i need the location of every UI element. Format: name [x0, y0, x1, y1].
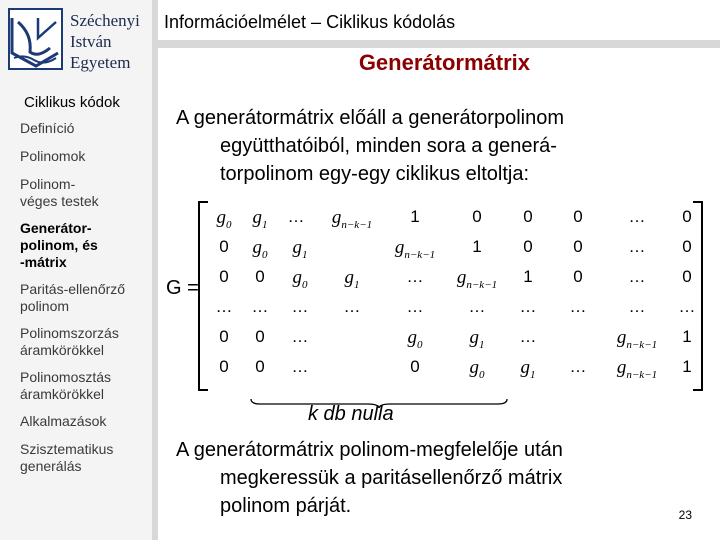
matrix-cell: $g_{n-k-1}$: [616, 327, 658, 351]
matrix-cell: $g_0$: [469, 357, 485, 381]
matrix-cell: $g_{n-k-1}$: [456, 267, 498, 291]
matrix-cell: 0: [219, 267, 229, 286]
sidebar-item-polinom-veges-testek[interactable]: Polinom- véges testek: [20, 176, 99, 209]
matrix-cell: $g_{n-k-1}$: [616, 357, 658, 381]
matrix-cell: 0: [523, 207, 533, 226]
matrix-cell: 0: [573, 267, 583, 286]
matrix-cell: …: [406, 297, 424, 316]
sidebar: [0, 0, 152, 540]
matrix-cell: 0: [682, 237, 692, 256]
sidebar-item-definicio[interactable]: Definíció: [20, 120, 75, 136]
matrix-cell: 1: [682, 357, 692, 376]
university-name-line3: Egyetem: [70, 53, 131, 72]
sidebar-item-polinomszorzas[interactable]: Polinomszorzás áramkörökkel: [20, 325, 119, 358]
matrix-cell: $g_1$: [344, 267, 360, 291]
sidebar-item-generatorpolinom[interactable]: Generátor- polinom, és -mátrix: [20, 220, 98, 270]
matrix-cell: 1: [472, 237, 482, 256]
matrix-cell: …: [291, 297, 309, 316]
sidebar-title: Ciklikus kódok: [24, 94, 120, 111]
sidebar-item-szisztematikus[interactable]: Szisztematikus generálás: [20, 441, 114, 474]
conclusion-line-3: polinom párját.: [220, 495, 352, 517]
matrix-cell: 0: [219, 237, 229, 256]
matrix-cell: 1: [682, 327, 692, 346]
slide-title: Generátormátrix: [358, 50, 530, 75]
matrix-cell: …: [287, 207, 305, 226]
matrix-cell: 1: [523, 267, 533, 286]
matrix-cell: …: [291, 327, 309, 346]
university-name-line1: Széchenyi: [70, 11, 140, 30]
matrix-cell: 0: [682, 267, 692, 286]
matrix-cell: 0: [219, 357, 229, 376]
matrix-cell: 0: [573, 207, 583, 226]
sidebar-item-polinomosztas[interactable]: Polinomosztás áramkörökkel: [20, 369, 112, 402]
matrix-cell: …: [343, 297, 361, 316]
sidebar-divider: [152, 0, 158, 540]
matrix-cell: 0: [472, 207, 482, 226]
matrix-cell: 1: [410, 207, 420, 226]
matrix-cell: $g_1$: [520, 357, 536, 381]
matrix-cell: …: [519, 297, 537, 316]
sidebar-item-paritas-ellenorzo[interactable]: Paritás-ellenőrző polinom: [20, 281, 126, 314]
matrix-cell: $g_0$: [216, 207, 232, 231]
matrix-cell: 0: [523, 237, 533, 256]
matrix-cell: 0: [573, 237, 583, 256]
k-variable: k: [308, 403, 318, 425]
matrix-cell: …: [569, 357, 587, 376]
matrix-cell: …: [678, 297, 696, 316]
sidebar-item-alkalmazasok[interactable]: Alkalmazások: [20, 413, 107, 429]
matrix-cell: …: [291, 357, 309, 376]
sidebar-item-polinomok[interactable]: Polinomok: [20, 148, 86, 164]
matrix-cell: …: [406, 267, 424, 286]
matrix-cell: …: [569, 297, 587, 316]
matrix-cell: $g_0$: [252, 237, 268, 261]
conclusion-paragraph: [176, 436, 666, 520]
conclusion-line-2: megkeressük a paritásellenőrző mátrix: [220, 467, 563, 489]
matrix-cell: 0: [255, 357, 265, 376]
matrix-cell: 0: [682, 207, 692, 226]
intro-line-1: A generátormátrix előáll a generátorpolinom: [176, 107, 564, 129]
matrix-cell: $g_1$: [292, 237, 308, 261]
matrix-cell: …: [251, 297, 269, 316]
zero-count-label: [308, 403, 394, 426]
matrix-cell: $g_{n-k-1}$: [331, 207, 373, 231]
matrix-right-bracket: [693, 201, 703, 391]
matrix-cell: $g_{n-k-1}$: [394, 237, 436, 261]
sidebar-menu: [20, 120, 148, 475]
intro-line-2: együtthatóiból, minden sora a generá-: [220, 135, 557, 157]
matrix-cell: $g_1$: [469, 327, 485, 351]
matrix-cell: 0: [410, 357, 420, 376]
matrix-cell: 0: [219, 327, 229, 346]
matrix-cell: …: [215, 297, 233, 316]
matrix-cell: …: [628, 267, 646, 286]
course-title: Információelmélet – Ciklikus kódolás: [164, 12, 456, 32]
matrix-cell: $g_1$: [252, 207, 268, 231]
zero-count-text: db nulla: [318, 403, 394, 425]
matrix-cell: …: [628, 297, 646, 316]
matrix-left-bracket: [198, 201, 208, 391]
matrix-cell: …: [628, 237, 646, 256]
intro-paragraph: [176, 104, 676, 188]
intro-line-3: torpolinom egy-egy ciklikus eltoltja:: [220, 163, 530, 185]
university-logo-icon: [8, 8, 63, 70]
generator-matrix: [160, 195, 705, 395]
conclusion-line-1: A generátormátrix polinom-megfelelője után: [176, 439, 563, 461]
page-number: 23: [678, 508, 692, 522]
matrix-cell: $g_0$: [407, 327, 423, 351]
university-name-line2: István: [70, 32, 112, 51]
matrix-cell: …: [628, 207, 646, 226]
matrix-cell: 0: [255, 267, 265, 286]
matrix-cell: 0: [255, 327, 265, 346]
matrix-label: G =: [166, 277, 199, 299]
matrix-cell: $g_0$: [292, 267, 308, 291]
university-name: [70, 10, 140, 73]
matrix-cell: …: [519, 327, 537, 346]
matrix-cell: …: [468, 297, 486, 316]
header-divider: [156, 40, 720, 48]
